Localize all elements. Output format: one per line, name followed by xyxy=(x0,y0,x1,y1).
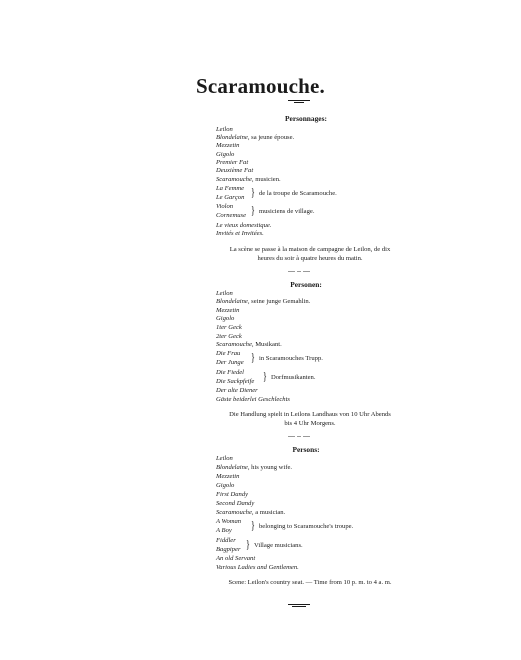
role-name: Gigolo xyxy=(216,315,235,322)
brace-icon: } xyxy=(250,185,255,199)
group-role: Die Sackpfeife xyxy=(216,378,255,385)
cast-line xyxy=(216,500,254,508)
role-name: Mezzetin xyxy=(216,307,240,314)
cast-line xyxy=(216,142,239,150)
role-name: Blondelaine xyxy=(216,134,248,141)
role-name: Scaramouche xyxy=(216,341,252,348)
cast-line: Gäste beiderlei Geschlechts xyxy=(216,396,290,403)
scene-line: La scène se passe à la maison de campagne de Leilon, de dix xyxy=(229,246,391,253)
section-heading: Personen: xyxy=(290,280,322,289)
group-label: belonging to Scaramouche's troupe. xyxy=(259,523,354,530)
scene-line: Die Handlung spielt in Leilons Landhaus von 10 Uhr Abends xyxy=(229,411,391,418)
group-role: La Femme xyxy=(216,185,245,192)
role-name: Leilon xyxy=(216,455,233,462)
cast-line: Invités et Invitées. xyxy=(216,230,264,237)
cast-line: Le vieux domestique. xyxy=(216,222,272,229)
cast-line: Various Ladies and Gentlemen. xyxy=(216,564,299,571)
group-role: Cornemuse xyxy=(216,212,247,219)
page-title: Scaramouche. xyxy=(196,74,325,98)
group-role: Fiddler xyxy=(216,537,236,544)
cast-line: An old Servant xyxy=(216,555,256,562)
scene-note xyxy=(200,410,420,428)
group-role: A Boy xyxy=(216,527,232,534)
scene-line: bis 4 Uhr Morgens. xyxy=(284,420,336,427)
group-label: Dorfmusikanten. xyxy=(271,374,316,381)
role-name: Mezzetin xyxy=(216,473,240,480)
role-name: Leilon xyxy=(216,126,233,133)
brace-icon: } xyxy=(250,350,255,364)
brace-icon: } xyxy=(262,369,267,383)
cast-line: Der alte Diener xyxy=(216,387,258,394)
scene-note xyxy=(200,245,420,263)
cast-line xyxy=(216,307,239,315)
role-name: Mezzetin xyxy=(216,142,240,149)
role-name: 2ter Geck xyxy=(216,333,242,340)
group-label: musiciens de village. xyxy=(259,208,315,215)
group-role: Die Frau xyxy=(216,350,241,357)
cast-line xyxy=(216,159,248,167)
role-name: Premier Fat xyxy=(216,159,249,166)
cast-line xyxy=(216,176,281,184)
group-role: Die Fiedel xyxy=(216,369,245,376)
scene-note xyxy=(200,578,420,587)
role-description: , musicien. xyxy=(251,176,281,183)
role-description: , a musician. xyxy=(251,509,286,516)
section-heading: Personnages: xyxy=(285,114,327,123)
role-name: First Dandy xyxy=(216,491,249,498)
role-name: Deuxième Fat xyxy=(216,167,254,174)
role-name: Blondelaine xyxy=(216,464,248,471)
role-description: , his young wife. xyxy=(247,464,293,471)
brace-icon: } xyxy=(245,537,250,551)
group-role: Le Garçon xyxy=(216,194,245,201)
scene-line: heures du soir à quatre heures du matin. xyxy=(257,255,363,262)
cast-line xyxy=(216,482,234,490)
section-heading: Persons: xyxy=(292,445,320,454)
group-label: Village musicians. xyxy=(254,542,303,549)
scene-line: Scene: Leilon's country seat. — Time from 10 p. m. to 4 a. m. xyxy=(228,579,392,586)
cast-line xyxy=(216,333,242,341)
cast-line xyxy=(216,491,248,499)
group-label: in Scaramouches Trupp. xyxy=(259,355,323,362)
cast-line xyxy=(216,473,239,481)
cast-line xyxy=(216,455,233,463)
cast-line xyxy=(216,151,234,159)
cast-line xyxy=(216,324,242,332)
brace-icon: } xyxy=(250,203,255,217)
cast-line xyxy=(216,298,310,306)
cast-line xyxy=(216,126,233,134)
role-description: , Musikant. xyxy=(251,341,282,348)
group-role: Bagpiper xyxy=(216,546,241,553)
role-name: Second Dandy xyxy=(216,500,255,507)
cast-line xyxy=(216,315,234,323)
brace-icon: } xyxy=(250,518,255,532)
cast-line xyxy=(216,341,282,349)
cast-line xyxy=(216,509,285,517)
cast-line xyxy=(216,134,294,142)
group-label: de la troupe de Scaramouche. xyxy=(259,190,337,197)
group-role: A Woman xyxy=(216,518,242,525)
role-name: Gigolo xyxy=(216,151,235,158)
role-name: Leilon xyxy=(216,290,233,297)
group-role: Der Junge xyxy=(216,359,244,366)
cast-line xyxy=(216,464,292,472)
role-description: , seine junge Gemahlin. xyxy=(247,298,311,305)
role-description: , sa jeune épouse. xyxy=(247,134,295,141)
role-name: Scaramouche xyxy=(216,509,252,516)
role-name: Scaramouche xyxy=(216,176,252,183)
role-name: Blondelaine xyxy=(216,298,248,305)
role-name: Gigolo xyxy=(216,482,235,489)
cast-line xyxy=(216,290,233,298)
cast-line xyxy=(216,167,253,175)
role-name: 1ter Geck xyxy=(216,324,242,331)
group-role: Violon xyxy=(216,203,234,210)
